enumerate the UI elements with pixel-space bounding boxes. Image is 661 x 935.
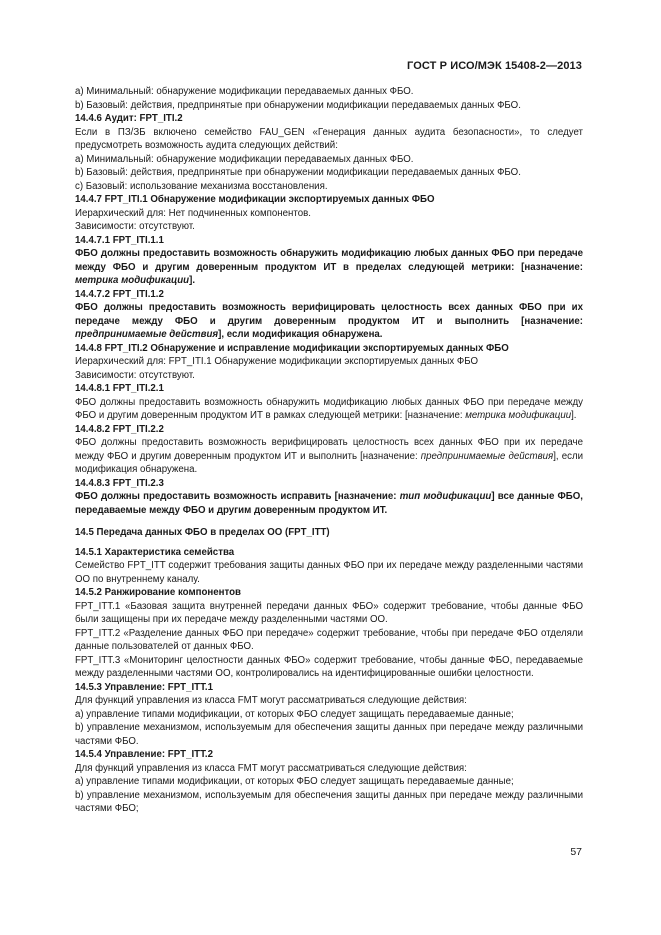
section-heading: 14.4.6 Аудит: FPT_ITI.2 — [75, 113, 183, 124]
page-number: 57 — [570, 846, 582, 858]
paragraph: Зависимости: отсутствуют. — [75, 221, 195, 232]
list-item: b) Базовый: действия, предпринятые при обнаружении модификации передаваемых данных ФБО. — [75, 167, 521, 178]
list-item: а) Минимальный: обнаружение модификации передаваемых данных ФБО. — [75, 86, 414, 97]
section-heading: 14.4.7 FPT_ITI.1 Обнаружение модификации экспортируемых данных ФБО — [75, 194, 435, 205]
requirement-text: ФБО должны предоставить возможность верифицировать целостность всех данных ФБО при их передаче между ФБО и другим доверенным продуктом ИТ и выполнить [назначение: предпринимаемые действия], если модификация обнаружена. — [75, 302, 583, 340]
paragraph: Для функций управления из класса FMT могут рассматриваться следующие действия: — [75, 695, 467, 706]
paragraph: Семейство FPT_ITT содержит требования защиты данных ФБО при их передаче между разделенными частями ОО по внутреннему каналу. — [75, 560, 583, 585]
list-item: b) Базовый: действия, предпринятые при обнаружении модификации передаваемых данных ФБО. — [75, 99, 521, 111]
paragraph: Для функций управления из класса FMT могут рассматриваться следующие действия: — [75, 762, 467, 774]
list-item: с) Базовый: использование механизма восстановления. — [75, 180, 328, 192]
section-heading: 14.4.8.2 FPT_ITI.2.2 — [75, 423, 164, 435]
section-heading: 14.4.7.1 FPT_ITI.1.1 — [75, 234, 164, 246]
section-heading: 14.4.8 FPT_ITI.2 Обнаружение и исправление модификации экспортируемых данных ФБО — [75, 342, 509, 354]
section-heading: 14.4.7.2 FPT_ITI.1.2 — [75, 288, 164, 300]
document-header: ГОСТ Р ИСО/МЭК 15408-2—2013 — [407, 60, 582, 72]
section-heading: 14.5.1 Характеристика семейства — [75, 546, 235, 558]
section-heading: 14.4.8.3 FPT_ITI.2.3 — [75, 477, 164, 489]
paragraph: Зависимости: отсутствуют. — [75, 369, 195, 381]
page-content — [75, 85, 583, 816]
section-heading: 14.5 Передача данных ФБО в пределах ОО (FPT_ITT) — [75, 527, 330, 538]
requirement-text: ФБО должны предоставить возможность исправить [назначение: тип модификации] все данные ФБО, передаваемые между ФБО и другим доверенным продуктом ИТ. — [75, 491, 583, 516]
list-item: а) Минимальный: обнаружение модификации передаваемых данных ФБО. — [75, 153, 414, 165]
requirement-text: ФБО должны предоставить возможность обнаружить модификацию любых данных ФБО при передаче между ФБО и другим доверенным продуктом ИТ в пределах следующей метрики: [назначение: метрика модификации]. — [75, 248, 583, 286]
paragraph: Иерархический для: Нет подчиненных компонентов. — [75, 207, 311, 219]
section-heading: 14.5.2 Ранжирование компонентов — [75, 587, 241, 598]
section-heading: 14.4.8.1 FPT_ITI.2.1 — [75, 383, 164, 394]
list-item: b) управление механизмом, используемым для обеспечения защиты данных при передаче между различными частями ФБО; — [75, 789, 583, 814]
paragraph: Если в ПЗ/ЗБ включено семейство FAU_GEN «Генерация данных аудита безопасности», то следует предусмотреть возможность аудита следующих действий: — [75, 126, 583, 151]
requirement-text: ФБО должны предоставить возможность обнаружить модификацию любых данных ФБО при передаче между ФБО и другим доверенным продуктом ИТ в рамках следующей метрики: [назначение: метрика модификации]. — [75, 396, 583, 421]
paragraph: FPT_ITT.1 «Базовая защита внутренней передачи данных ФБО» содержит требование, чтобы данные ФБО были защищены при их передаче между разделенными частями ОО. — [75, 600, 583, 625]
requirement-text: ФБО должны предоставить возможность верифицировать целостность всех данных ФБО при их передаче между ФБО и другим доверенным продуктом ИТ и выполнить [назначение: предпринимаемые действия], если модификация обнаружена. — [75, 437, 584, 475]
list-item: b) управление механизмом, используемым для обеспечения защиты данных при передаче между различными частями ФБО. — [75, 722, 583, 747]
section-heading: 14.5.3 Управление: FPT_ITT.1 — [75, 681, 214, 693]
section-heading: 14.5.4 Управление: FPT_ITT.2 — [75, 749, 214, 760]
list-item: а) управление типами модификации, от которых ФБО следует защищать передаваемые данные; — [75, 708, 514, 720]
list-item: а) управление типами модификации, от которых ФБО следует защищать передаваемые данные; — [75, 776, 514, 787]
paragraph: FPT_ITT.3 «Мониторинг целостности данных ФБО» содержит требование, чтобы данные ФБО, передаваемые между разделенными частями ОО, контролировались на идентифицированные ошибки целостности. — [75, 654, 583, 679]
paragraph: FPT_ITT.2 «Разделение данных ФБО при передаче» содержит требование, чтобы при передаче ФБО отделяли данные пользователей от данных ФБО. — [75, 627, 583, 652]
paragraph: Иерархический для: FPT_ITI.1 Обнаружение модификации экспортируемых данных ФБО — [75, 356, 479, 367]
